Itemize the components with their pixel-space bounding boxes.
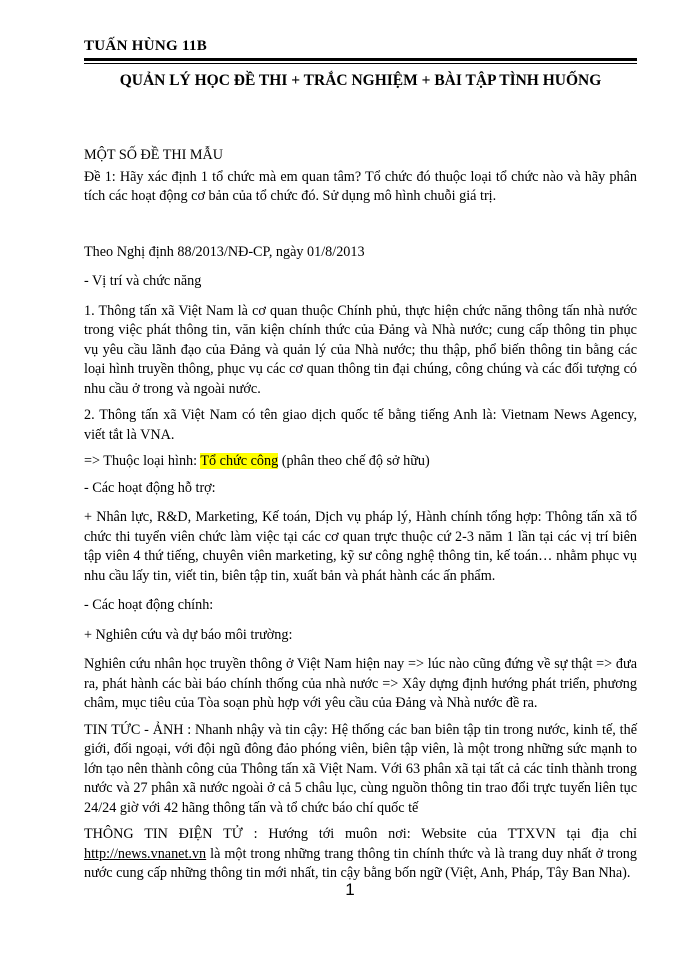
paragraph-trade-name: 2. Thông tấn xã Việt Nam có tên giao dịch quốc tế bằng tiếng Anh là: Vietnam News Agency, viết tắt là VNA. xyxy=(84,407,637,443)
type-suffix: (phân theo chế độ sở hữu) xyxy=(278,453,430,469)
header-rule-thick xyxy=(84,58,637,61)
website-link[interactable]: http://news.vnanet.vn xyxy=(84,845,207,862)
exam-section-heading: MỘT SỐ ĐỀ THI MẪU xyxy=(84,147,223,163)
decree-reference: Theo Nghị định 88/2013/NĐ-CP, ngày 01/8/2013 xyxy=(84,243,365,260)
document-title: QUẢN LÝ HỌC ĐỀ THI + TRẮC NGHIỆM + BÀI TẬP TÌNH HUỐNG xyxy=(119,72,602,89)
type-value-highlight: Tổ chức công xyxy=(200,453,279,469)
main-activities-heading: - Các hoạt động chính: xyxy=(84,597,214,613)
paragraph-function: 1. Thông tấn xã Việt Nam là cơ quan thuộc Chính phủ, thực hiện chức năng thông tấn nhà nước trong việc phát thông tin, văn kiện chính thức của Đảng và Nhà nước; cung cấp thông tin phục vụ yêu cầu lãnh đạo của Đảng và quản lý của Nhà nước; thu thập, phổ biến thông tin bằng các loại hình truyền thông, phục vụ các cơ quan thông tin đại chúng, công chúng và các đối tượng có nhu cầu ở trong và ngoài nước. xyxy=(84,302,637,397)
exam-question: Đề 1: Hãy xác định 1 tổ chức mà em quan tâm? Tổ chức đó thuộc loại tổ chức nào và hãy phân tích các hoạt động cơ bản của tổ chức đó. Sử dụng mô hình chuỗi giá trị. xyxy=(84,168,637,204)
research-heading: + Nghiên cứu và dự báo môi trường: xyxy=(84,626,293,643)
header-author: TUẤN HÙNG 11B xyxy=(84,38,208,54)
position-heading: - Vị trí và chức năng xyxy=(84,273,202,289)
research-text: Nghiên cứu nhân học truyền thông ở Việt Nam hiện nay => lúc nào cũng đứng về sự thật => đưa ra, phát hành các bài báo chính thống của nhà nước => Xây dựng định hướng phát triển, phương châm, mục tiêu của Tòa soạn phù hợp với yêu cầu của Đảng và Nhà nước đề ra. xyxy=(84,656,637,711)
e-info-suffix: là một trong những trang thông tin chính thức và là trang duy nhất ở trong nước cung cấp những thông tin mới nhất, tin cậy bằng bốn ngữ (Việt, Anh, Pháp, Tây Ban Nha). xyxy=(84,845,637,881)
organization-type-line xyxy=(84,452,637,472)
news-photo-text: TIN TỨC - ẢNH : Nhanh nhậy và tin cậy: Hệ thống các ban biên tập tin trong nước, kinh tế, thế giới, đối ngoại, với đội ngũ đông đảo phóng viên, biên tập viên, là một trong những sức mạnh to lớn tạo nên thành công của Thông tấn xã Việt Nam. Với 63 phân xã tại tất cả các tỉnh thành trong nước và 27 phân xã nước ngoài ở cả 5 châu lục, cùng nguồn thông tin trao đổi trực tuyến liên tục 24/24 giờ với 42 hãng thông tấn và tổ chức báo chí quốc tế xyxy=(84,721,637,816)
document-body xyxy=(84,146,637,884)
support-activities-heading: - Các hoạt động hỗ trợ: xyxy=(84,479,216,496)
e-info-prefix: THÔNG TIN ĐIỆN TỬ : Hướng tới muôn nơi: Website của TTXVN tại địa chỉ xyxy=(84,826,637,842)
type-prefix: => Thuộc loại hình: xyxy=(84,453,201,469)
support-activities-text: + Nhân lực, R&D, Marketing, Kế toán, Dịch vụ pháp lý, Hành chính tổng hợp: Thông tấn xã tổ chức thi tuyển viên chức làm việc tại các cơ quan trực thuộc cứ 2-3 năm 1 lần tại các vị trí biên tập viên 4 thứ tiếng, chuyên viên marketing, kỹ sư công nghệ thông tin, kế toán… nhằm phục vụ nhu cầu lấy tin, viết tin, biên tập tin, xuất bản và phát hành các ấn phẩm. xyxy=(84,509,637,584)
page-number: 1 xyxy=(345,880,355,899)
header-rule-thin xyxy=(84,63,637,64)
electronic-info-text xyxy=(84,825,637,884)
